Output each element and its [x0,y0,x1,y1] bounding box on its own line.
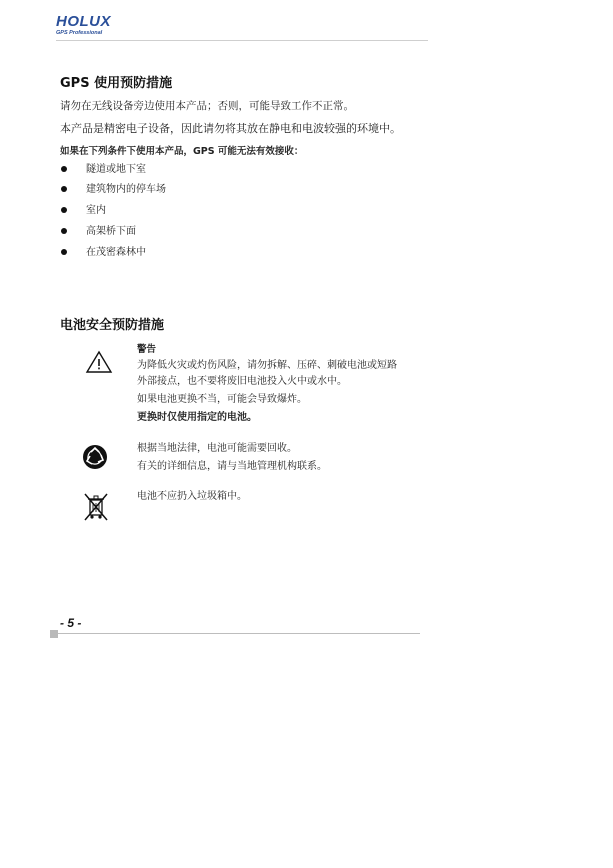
warning-text-2: 外部接点，也不要将废旧电池投入火中或水中。 [137,376,347,387]
battery-disposal-block [137,489,247,505]
header-divider [56,40,428,41]
bullet-text: 建筑物内的停车场 [86,184,166,195]
page-header [56,14,428,42]
logo-tagline: GPS Professional [56,30,103,36]
recycle-text-1: 根据当地法律，电池可能需要回收。 [137,443,297,454]
recycle-icon [82,444,108,470]
page-number: - 5 - [60,616,82,630]
bullet-text: 隧道或地下室 [86,164,146,175]
bullet-dot-icon [61,186,67,192]
battery-recycle-block [137,441,327,475]
bullet-dot-icon [61,207,67,213]
disposal-text: 电池不应扔入垃圾箱中。 [137,491,247,502]
bullet-text: 在茂密森林中 [86,247,146,258]
footer-marker [50,630,58,638]
warning-triangle-icon [85,350,113,374]
gps-paragraph-1: 请勿在无线设备旁边使用本产品；否则，可能导致工作不正常。 [60,100,354,112]
bullet-text: 高架桥下面 [86,226,136,237]
warning-text-4: 更换时仅使用指定的电池。 [137,412,257,423]
bullet-text: 室内 [86,205,106,216]
bullet-dot-icon [61,249,67,255]
recycle-text-2: 有关的详细信息，请与当地管理机构联系。 [137,461,327,472]
battery-precautions-heading: 电池安全预防措施 [60,318,165,333]
bullet-dot-icon [61,228,67,234]
gps-conditions-intro: 如果在下列条件下使用本产品，GPS 可能无法有效接收： [60,146,304,157]
crossed-bin-icon [83,492,109,522]
warning-text-3: 如果电池更换不当，可能会导致爆炸。 [137,394,307,405]
warning-text-1: 为降低火灾或灼伤风险，请勿拆解、压碎、刺破电池或短路 [137,360,397,371]
holux-logo: HOLUX [56,13,111,30]
battery-warning-block [137,342,397,426]
warning-label: 警告 [137,344,157,355]
gps-precautions-heading: GPS 使用预防措施 [60,76,173,91]
footer-divider [58,633,420,634]
gps-paragraph-2: 本产品是精密电子设备，因此请勿将其放在静电和电波较强的环境中。 [60,122,401,135]
bullet-dot-icon [61,166,67,172]
